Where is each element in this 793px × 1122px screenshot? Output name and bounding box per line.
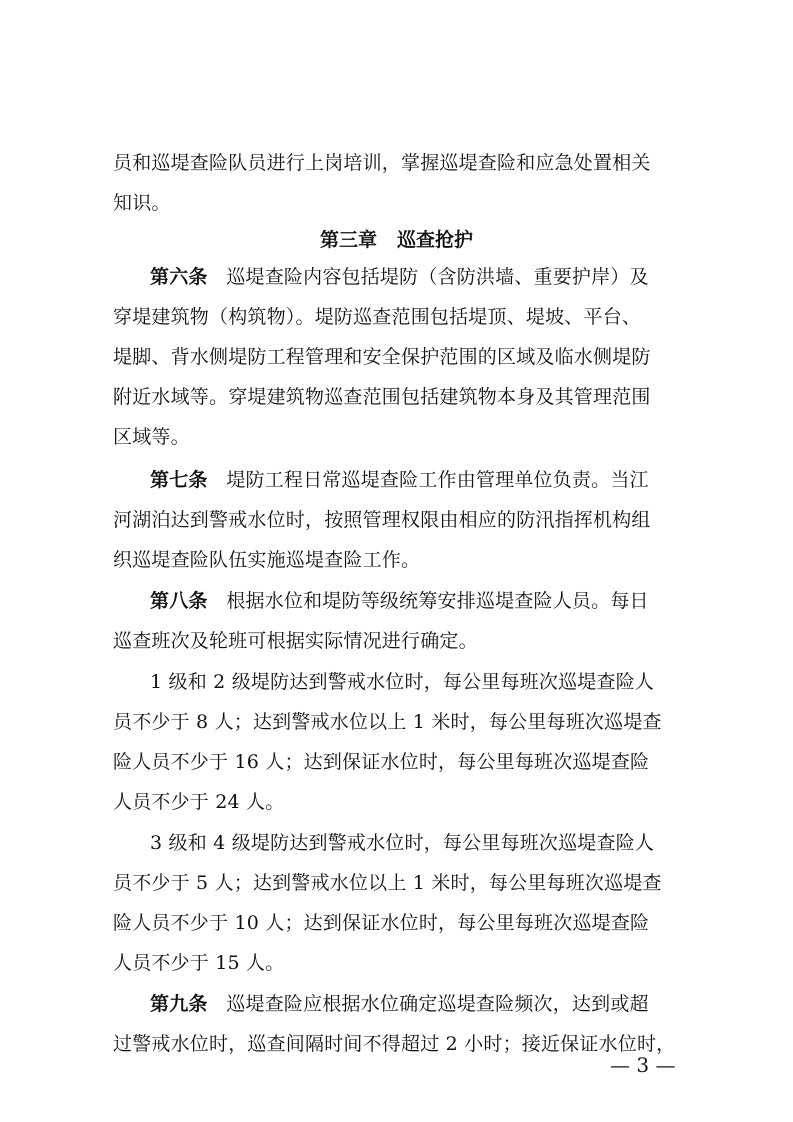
article-9-first-line: 第九条 巡堤查险应根据水位确定巡堤查险频次，达到或超: [150, 993, 649, 1015]
article-8-label: 第八条: [150, 590, 208, 612]
paragraph-line: 1 级和 2 级堤防达到警戒水位时，每公里每班次巡堤查险人: [150, 671, 655, 693]
article-6-label: 第六条: [150, 266, 208, 288]
article-7-label: 第七条: [150, 469, 208, 491]
paragraph-line: 知识。: [113, 192, 171, 214]
paragraph-line: 员和巡堤查险队员进行上岗培训，掌握巡堤查险和应急处置相关: [113, 152, 651, 174]
article-7-first-line: 第七条 堤防工程日常巡堤查险工作由管理单位负责。当江: [150, 469, 649, 491]
article-6-first-line: 第六条 巡堤查险内容包括堤防（含防洪墙、重要护岸）及: [150, 266, 649, 288]
chapter-title: 巡查抢护: [397, 229, 474, 251]
article-9-label: 第九条: [150, 993, 208, 1015]
paragraph-line: 人员不少于 24 人。: [113, 791, 285, 813]
article-8-first-line: 第八条 根据水位和堤防等级统筹安排巡堤查险人员。每日: [150, 590, 649, 612]
paragraph-line: 堤脚、背水侧堤防工程管理和安全保护范围的区域及临水侧堤防: [113, 346, 651, 368]
paragraph-line: 织巡堤查险队伍实施巡堤查险工作。: [113, 549, 421, 571]
paragraph-line: 险人员不少于 10 人；达到保证水位时，每公里每班次巡堤查险: [113, 912, 650, 934]
paragraph-line: 穿堤建筑物（构筑物）。堤防巡查范围包括堤顶、堤坡、平台、: [113, 306, 642, 328]
paragraph-line: 人员不少于 15 人。: [113, 952, 285, 974]
page-number: — 3 —: [610, 1053, 676, 1077]
chapter-number: 第三章: [319, 229, 377, 251]
paragraph-line: 河湖泊达到警戒水位时，按照管理权限由相应的防汛指挥机构组: [113, 509, 651, 531]
paragraph-line: 险人员不少于 16 人；达到保证水位时，每公里每班次巡堤查险: [113, 751, 650, 773]
paragraph-line: 巡查班次及轮班可根据实际情况进行确定。: [113, 630, 478, 652]
paragraph-line: 区域等。: [113, 426, 190, 448]
paragraph-line: 员不少于 8 人；达到警戒水位以上 1 米时，每公里每班次巡堤查: [113, 711, 662, 733]
paragraph-line: 附近水域等。穿堤建筑物巡查范围包括建筑物本身及其管理范围: [113, 386, 651, 408]
paragraph-line: 员不少于 5 人；达到警戒水位以上 1 米时，每公里每班次巡堤查: [113, 872, 662, 894]
paragraph-line: 过警戒水位时，巡查间隔时间不得超过 2 小时；接近保证水位时，: [113, 1033, 676, 1055]
paragraph-line: 3 级和 4 级堤防达到警戒水位时，每公里每班次巡堤查险人: [150, 832, 655, 854]
chapter-heading: [0, 225, 793, 255]
